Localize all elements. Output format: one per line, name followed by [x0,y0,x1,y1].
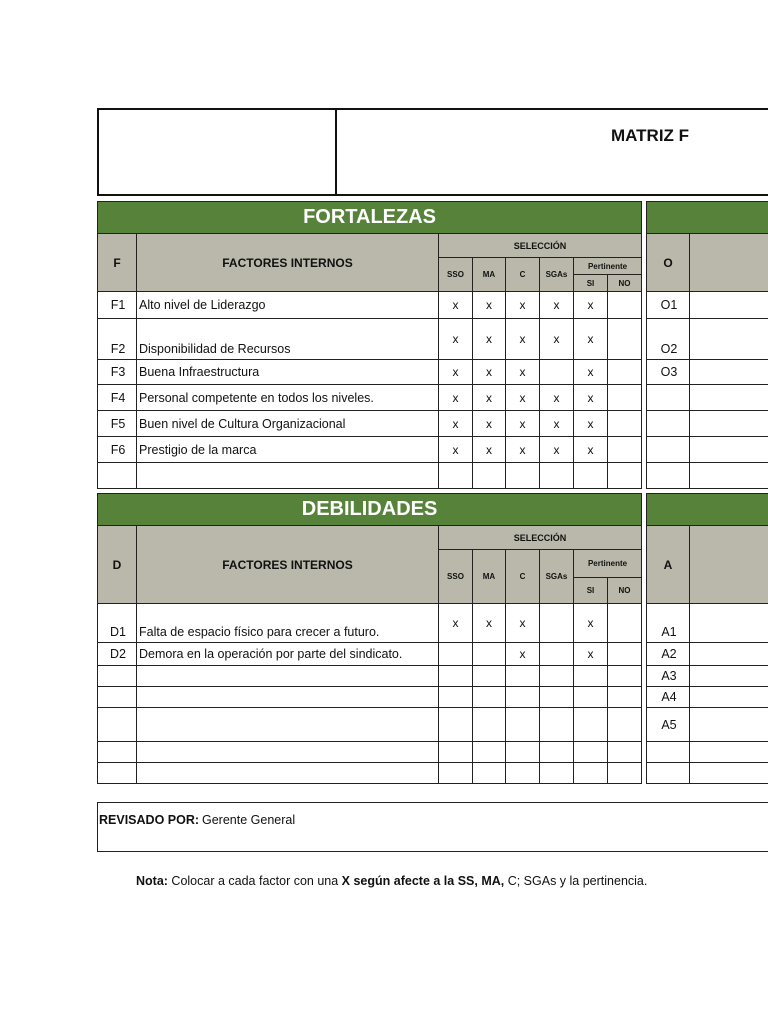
o-code: O1 [647,292,690,319]
d-factor [137,708,439,742]
d-seleccion-header: SELECCIÓN [439,526,642,550]
f-factor: Personal competente en todos los niveles. [137,385,439,411]
f-c: x [506,292,540,319]
f-c: x [506,319,540,360]
note-bold: X según afecte a la SS, MA, [341,874,505,888]
o-code [647,437,690,463]
a-factor [690,687,768,708]
o-code [647,385,690,411]
d-si: x [574,604,608,643]
d-code [98,666,137,687]
d-c: x [506,604,540,643]
f-sgas: x [540,437,574,463]
d-si [574,708,608,742]
d-sgas [540,763,574,784]
note-label: Nota: [136,874,168,888]
a-factor [690,763,768,784]
f-sgas: x [540,385,574,411]
d-ma: x [473,604,506,643]
review-label: REVISADO POR: [99,813,200,827]
d-factor: Demora en la operación por parte del sindicato. [137,643,439,666]
d-factor: Falta de espacio físico para crecer a futuro. [137,604,439,643]
f-col-ma: MA [473,258,506,292]
o-factor [690,463,768,489]
d-sso [439,763,473,784]
d-no [608,604,642,643]
f-ma: x [473,437,506,463]
d-no [608,687,642,708]
a-factors-header [690,526,768,604]
d-code-header: D [98,526,137,604]
f-sgas: x [540,319,574,360]
d-sso [439,643,473,666]
f-no [608,463,642,489]
d-c [506,708,540,742]
a-factor [690,742,768,763]
o-code: O2 [647,319,690,360]
d-ma [473,666,506,687]
d-code [98,763,137,784]
f-si: x [574,385,608,411]
a-code [647,763,690,784]
f-sgas [540,360,574,385]
d-ma [473,687,506,708]
f-si: x [574,360,608,385]
f-sso [439,463,473,489]
d-sgas [540,604,574,643]
a-factor [690,666,768,687]
f-c [506,463,540,489]
d-sgas [540,742,574,763]
d-sgas [540,708,574,742]
f-ma: x [473,385,506,411]
f-factors-header: FACTORES INTERNOS [137,234,439,292]
d-code [98,708,137,742]
d-col-pertinente: Pertinente [574,550,642,578]
amenazas-table [646,493,768,784]
d-no [608,643,642,666]
a-code [647,742,690,763]
d-si [574,666,608,687]
o-factors-header [690,234,768,292]
f-sso: x [439,437,473,463]
f-code: F6 [98,437,137,463]
d-c: x [506,643,540,666]
d-ma [473,763,506,784]
fortalezas-table [97,201,642,489]
d-c [506,666,540,687]
o-factor [690,319,768,360]
d-c [506,687,540,708]
a-factor [690,604,768,643]
f-si: x [574,292,608,319]
d-factor [137,742,439,763]
f-sso: x [439,292,473,319]
o-factor [690,292,768,319]
f-factor: Buen nivel de Cultura Organizacional [137,411,439,437]
f-ma: x [473,292,506,319]
f-code: F2 [98,319,137,360]
f-col-si: SI [574,275,608,292]
d-si [574,687,608,708]
f-code [98,463,137,489]
a-code: A2 [647,643,690,666]
o-factor [690,360,768,385]
d-ma [473,643,506,666]
note-text-1: Colocar a cada factor con una [167,874,342,888]
a-code: A4 [647,687,690,708]
a-factor [690,643,768,666]
f-ma: x [473,411,506,437]
d-c [506,763,540,784]
o-factor [690,385,768,411]
review-box [97,802,768,852]
f-code-header: F [98,234,137,292]
f-col-sso: SSO [439,258,473,292]
header-divider [335,108,337,196]
a-code: A3 [647,666,690,687]
f-code: F1 [98,292,137,319]
f-si: x [574,437,608,463]
f-sgas: x [540,292,574,319]
o-code-header: O [647,234,690,292]
review-value: Gerente General [202,813,296,827]
a-factor [690,708,768,742]
d-code: D1 [98,604,137,643]
d-sso [439,687,473,708]
d-col-sso: SSO [439,550,473,604]
d-col-si: SI [574,578,608,604]
d-col-c: C [506,550,540,604]
f-no [608,319,642,360]
f-sso: x [439,385,473,411]
d-col-no: NO [608,578,642,604]
f-col-sgas: SGAs [540,258,574,292]
o-factor [690,437,768,463]
f-seleccion-header: SELECCIÓN [439,234,642,258]
d-si: x [574,643,608,666]
d-sgas [540,643,574,666]
f-code: F4 [98,385,137,411]
d-code [98,742,137,763]
amenazas-title [647,494,768,526]
f-sgas: x [540,411,574,437]
d-no [608,742,642,763]
oportunidades-title [647,202,768,234]
o-code: O3 [647,360,690,385]
d-c [506,742,540,763]
d-factor [137,666,439,687]
f-factor: Disponibilidad de Recursos [137,319,439,360]
d-sso [439,708,473,742]
a-code-header: A [647,526,690,604]
f-c: x [506,411,540,437]
d-si [574,763,608,784]
f-c: x [506,385,540,411]
d-sgas [540,687,574,708]
footer-note [136,874,647,888]
a-code: A5 [647,708,690,742]
f-si [574,463,608,489]
f-si: x [574,319,608,360]
f-sgas [540,463,574,489]
d-ma [473,742,506,763]
f-factor: Buena Infraestructura [137,360,439,385]
d-factor [137,763,439,784]
matrix-header-box [97,108,768,196]
d-sgas [540,666,574,687]
note-text-2: C; SGAs y la pertinencia. [504,874,648,888]
a-code: A1 [647,604,690,643]
d-sso [439,666,473,687]
f-factor: Prestigio de la marca [137,437,439,463]
d-si [574,742,608,763]
o-code [647,463,690,489]
debilidades-title: DEBILIDADES [98,494,642,526]
d-code: D2 [98,643,137,666]
d-ma [473,708,506,742]
d-no [608,708,642,742]
f-code: F5 [98,411,137,437]
d-no [608,666,642,687]
f-factor [137,463,439,489]
f-no [608,437,642,463]
d-sso [439,742,473,763]
f-factor: Alto nivel de Liderazgo [137,292,439,319]
f-ma: x [473,360,506,385]
f-sso: x [439,319,473,360]
f-ma: x [473,319,506,360]
o-factor [690,411,768,437]
f-c: x [506,360,540,385]
f-si: x [574,411,608,437]
f-c: x [506,437,540,463]
f-no [608,292,642,319]
f-sso: x [439,360,473,385]
f-no [608,385,642,411]
d-factor [137,687,439,708]
o-code [647,411,690,437]
fortalezas-title: FORTALEZAS [98,202,642,234]
oportunidades-table [646,201,768,489]
f-no [608,411,642,437]
d-no [608,763,642,784]
debilidades-table [97,493,642,784]
f-col-pertinente: Pertinente [574,258,642,275]
f-code: F3 [98,360,137,385]
d-col-sgas: SGAs [540,550,574,604]
f-col-c: C [506,258,540,292]
f-sso: x [439,411,473,437]
f-no [608,360,642,385]
f-col-no: NO [608,275,642,292]
d-sso: x [439,604,473,643]
page-title: MATRIZ F [611,126,690,145]
f-ma [473,463,506,489]
d-col-ma: MA [473,550,506,604]
d-code [98,687,137,708]
d-factors-header: FACTORES INTERNOS [137,526,439,604]
